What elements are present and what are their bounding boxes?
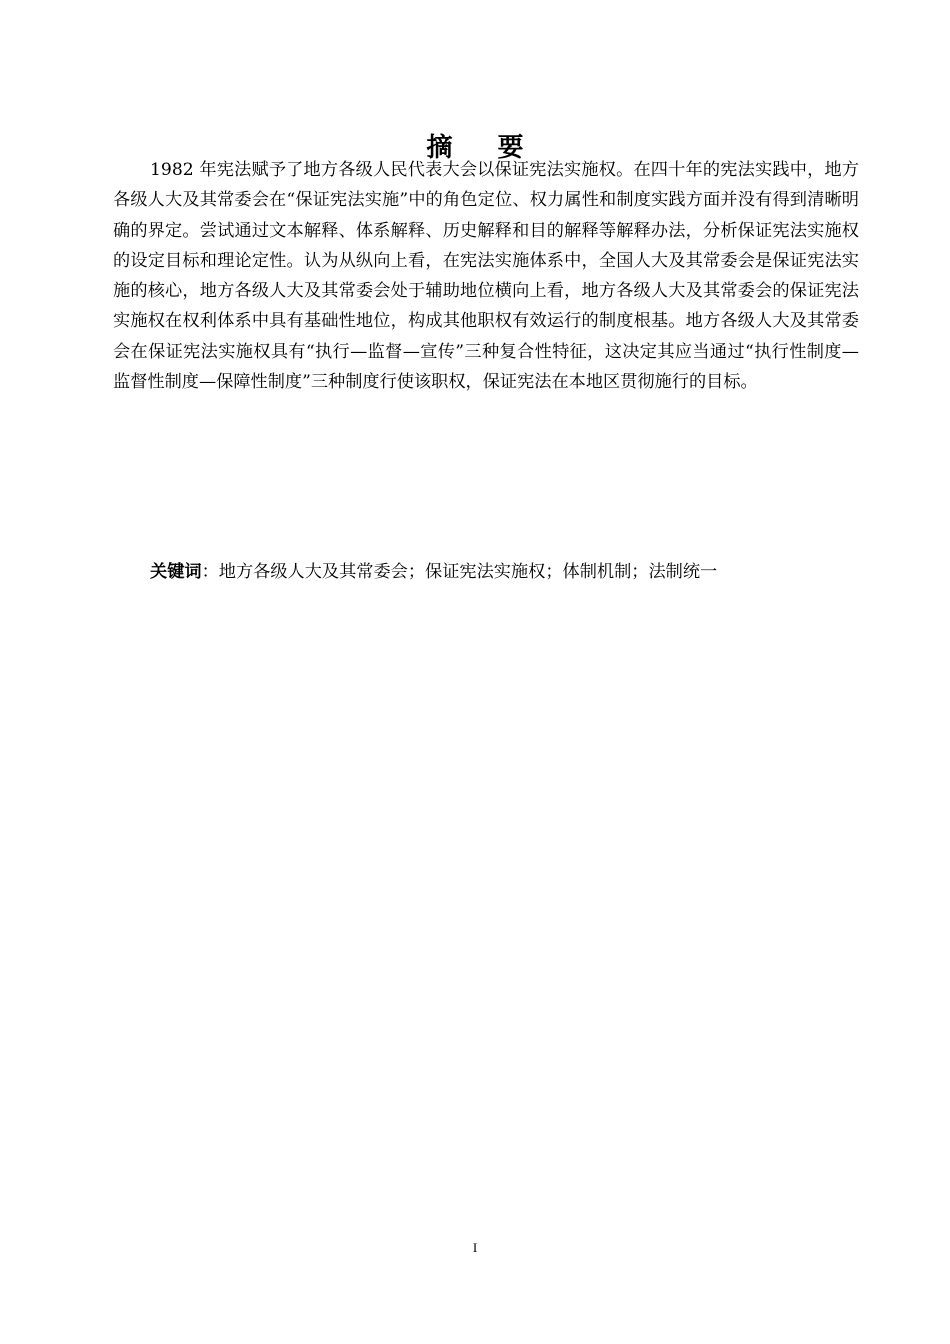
keywords-label: 关键词 [150,562,202,582]
keywords-separator: ： [201,562,219,582]
abstract-title: 摘 要 [426,133,542,163]
page-number: I [472,1240,478,1255]
abstract-paragraph: 1982 年宪法赋予了地方各级人民代表大会以保证宪法实施权。在四十年的宪法实践中，地方各级人大及其常委会在“保证宪法实施”中的角色定位、权力属性和制度实践方面并没有得到清晰明确的界定。尝试通过文本解释、体系解释、历史解释和目的解释等解释办法，分析保证宪法实施权的设定目标和理论定性。认为从纵向上看，在宪法实施体系中，全国人大及其常委会是保证宪法实施的核心，地方各级人大及其常委会处于辅助地位横向上看，地方各级人大及其常委会的保证宪法实施权在权利体系中具有基础性地位，构成其他职权有效运行的制度根基。地方各级人大及其常委会在保证宪法实施权具有“执行—监督—宣传”三种复合性特征，这决定其应当通过“执行性制度—监督性制度—保障性制度”三种制度行使该职权，保证宪法在本地区贯彻施行的目标。 [113,160,859,393]
keywords-line [150,557,859,587]
abstract-body [113,155,859,397]
keywords-text: 地方各级人大及其常委会；保证宪法实施权；体制机制；法制统一 [218,562,718,582]
